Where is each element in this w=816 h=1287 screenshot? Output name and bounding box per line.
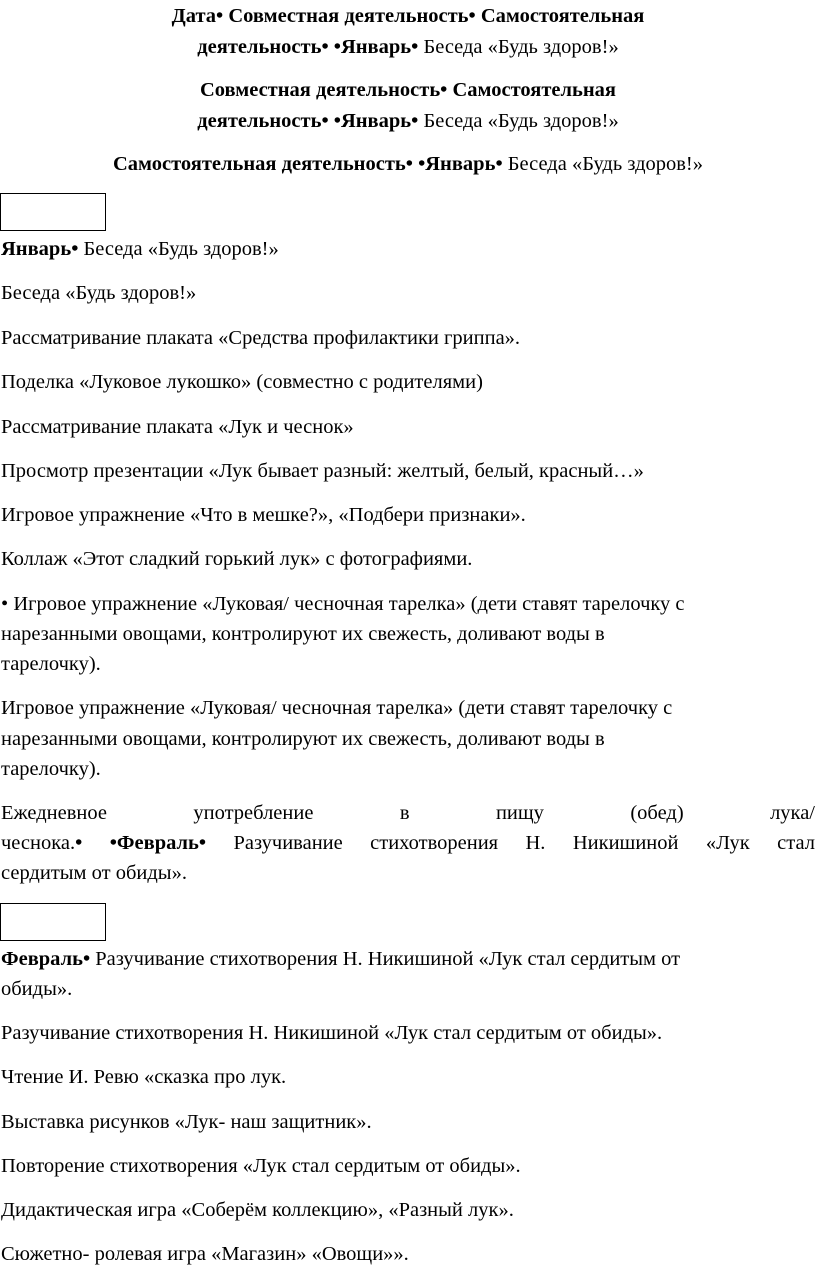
list-item: Дидактическая игра «Соберём коллекцию», «Разный лук». xyxy=(1,1199,514,1221)
list-item: Рассматривание плаката «Лук и чеснок» xyxy=(1,416,354,438)
header-line-1: Дата• Совместная деятельность• Самостоятельная xyxy=(171,5,645,27)
paragraph-line-justified: чеснока.• •Февраль• Разучивание стихотворения Н. Никишиной «Лук стал xyxy=(1,832,816,854)
list-item: Разучивание стихотворения Н. Никишиной «Лук стал сердитым от обиды». xyxy=(1,1022,663,1044)
header-line-4: деятельность• •Январь• Беседа «Будь здоров!» xyxy=(197,110,619,132)
list-item: Игровое упражнение «Что в мешке?», «Подбери признаки». xyxy=(1,504,526,526)
paragraph-line: Игровое упражнение «Луковая/ чесночная тарелка» (дети ставят тарелочку с xyxy=(1,697,673,719)
list-item: Рассматривание плаката «Средства профилактики гриппа». xyxy=(1,327,521,349)
list-item: Повторение стихотворения «Лук стал сердитым от обиды». xyxy=(1,1155,521,1177)
list-item: Сюжетно- ролевая игра «Магазин» «Овощи»». xyxy=(1,1243,409,1265)
header-line-3: Совместная деятельность• Самостоятельная xyxy=(200,79,616,101)
header-line-2: деятельность• •Январь• Беседа «Будь здоров!» xyxy=(197,36,619,58)
paragraph-line: сердитым от обиды». xyxy=(1,862,187,884)
section-title-february: Февраль• Разучивание стихотворения Н. Никишиной «Лук стал сердитым от xyxy=(1,948,681,970)
paragraph-line: • Игровое упражнение «Луковая/ чесночная тарелка» (дети ставят тарелочку с xyxy=(1,593,685,615)
empty-cell-box xyxy=(0,193,106,231)
bullet-icon: • xyxy=(1,593,9,615)
list-item: Беседа «Будь здоров!» xyxy=(1,282,197,304)
list-item: Просмотр презентации «Лук бывает разный: желтый, белый, красный…» xyxy=(1,460,644,482)
list-item: Чтение И. Ревю «сказка про лук. xyxy=(1,1066,287,1088)
section-title-january: Январь• Беседа «Будь здоров!» xyxy=(1,238,279,260)
paragraph-line-justified: Ежедневное употребление в пищу (обед) лука/ xyxy=(1,802,815,824)
list-item: Поделка «Луковое лукошко» (совместно с родителями) xyxy=(1,371,483,393)
empty-cell-box xyxy=(0,903,106,941)
paragraph-line: тарелочку). xyxy=(1,653,101,675)
header-line-5: Самостоятельная деятельность• •Январь• Беседа «Будь здоров!» xyxy=(112,153,704,175)
paragraph-line: обиды». xyxy=(1,978,73,1000)
list-item: Выставка рисунков «Лук- наш защитник». xyxy=(1,1111,372,1133)
paragraph-line: нарезанными овощами, контролируют их свежесть, доливают воды в xyxy=(1,728,605,750)
list-item: Коллаж «Этот сладкий горький лук» с фотографиями. xyxy=(1,548,473,570)
paragraph-line: тарелочку). xyxy=(1,758,101,780)
paragraph-line: нарезанными овощами, контролируют их свежесть, доливают воды в xyxy=(1,623,605,645)
